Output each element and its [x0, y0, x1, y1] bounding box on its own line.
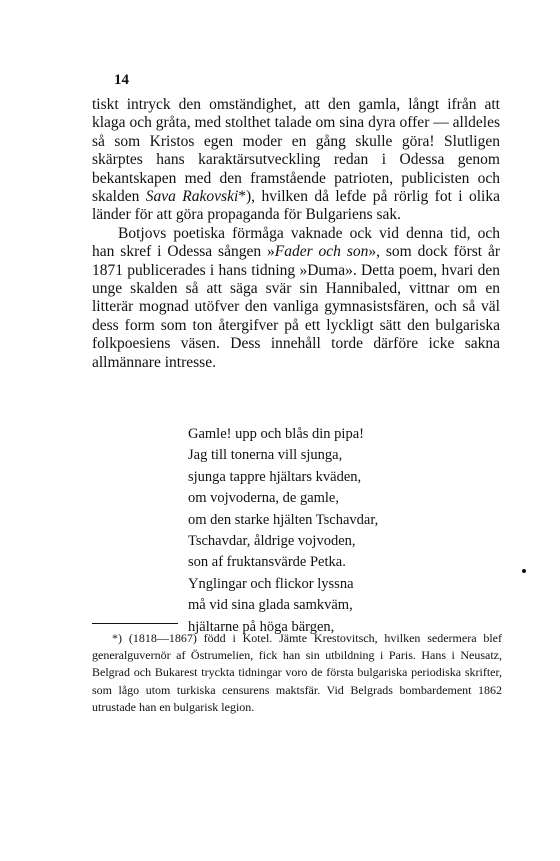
paragraph-2-text-a: Botjovs poetiska förmåga vaknade ock vid denna tid, och han skref i Odessa sången »: [92, 224, 500, 261]
poem-block: [188, 424, 448, 638]
poem-line: Gamle! upp och blås din pipa!: [188, 426, 364, 442]
poem-line: Ynglingar och flickor lyssna: [188, 575, 354, 592]
paragraph-1-name-italic: Sava Rakovski: [145, 188, 239, 206]
paragraph-1: [92, 96, 500, 225]
paragraph-2-title-italic: Fader och son: [274, 243, 369, 261]
poem-line: Tschavdar, åldrige vojvoden,: [188, 533, 356, 550]
poem-line: hjältarne på höga bärgen,: [188, 618, 335, 635]
poem-line: son af fruktansvärde Petka.: [188, 554, 346, 571]
page-number: 14: [114, 72, 129, 88]
paragraph-1-text-b: *), hvilken då lefde på rörlig fot i olika länder för att göra propaganda för Bulgariens sak.: [92, 188, 500, 224]
poem-line: om den starke hjälten Tschavdar,: [188, 511, 379, 528]
poem-line: må vid sina glada samkväm,: [188, 597, 353, 614]
body-text: [92, 96, 500, 372]
margin-dot: [522, 569, 526, 573]
footnote: *) (1818—1867) född i Kotel. Jämte Krestovitsch, hvilken sedermera blef generalguvernör af Östrumelien, fick han sin utbildning i Paris. Hans i Neusatz, Belgrad och Bukarest tryckta tidningar voro de första bulgariska periodiska skrifter, som lågo utom turkiska censurens maktsfär. Vid Belgrads bombardement 1862 utrustade han en bulgarisk legion.: [92, 631, 502, 714]
paragraph-2: [92, 225, 500, 372]
poem-line: om vojvoderna, de gamle,: [188, 490, 339, 507]
paragraph-1-text-a: tiskt intryck den omständighet, att den gamla, långt ifrån att klaga och gråta, med stolthet talade om sina dyra offer — alldeles så som Kristos egen moder en gång skulle göra! Slutligen skärptes hans karaktärsutveckling redan i Odessa genom bekantskapen med den framstående patrioten, publicisten och skalden: [92, 96, 500, 206]
footnote-divider: [92, 623, 178, 624]
poem-line: Jag till tonerna vill sjunga,: [188, 447, 343, 464]
poem-line: sjunga tappre hjältars kväden,: [188, 468, 362, 485]
paragraph-2-text-b: », som dock först år 1871 publicerades i hans tidning »Duma». Detta poem, hvari den unge skalden så att säga svär sin Hannibaled, vittnar om en litterär mognad utöfver den vanliga gymnasistsfären, och så väl dess form som ton återgifver på ett lyckligt sätt den bulgariska folkpoesiens väsen. Dess innehåll torde därföre icke sakna allmännare intresse.: [92, 243, 501, 371]
